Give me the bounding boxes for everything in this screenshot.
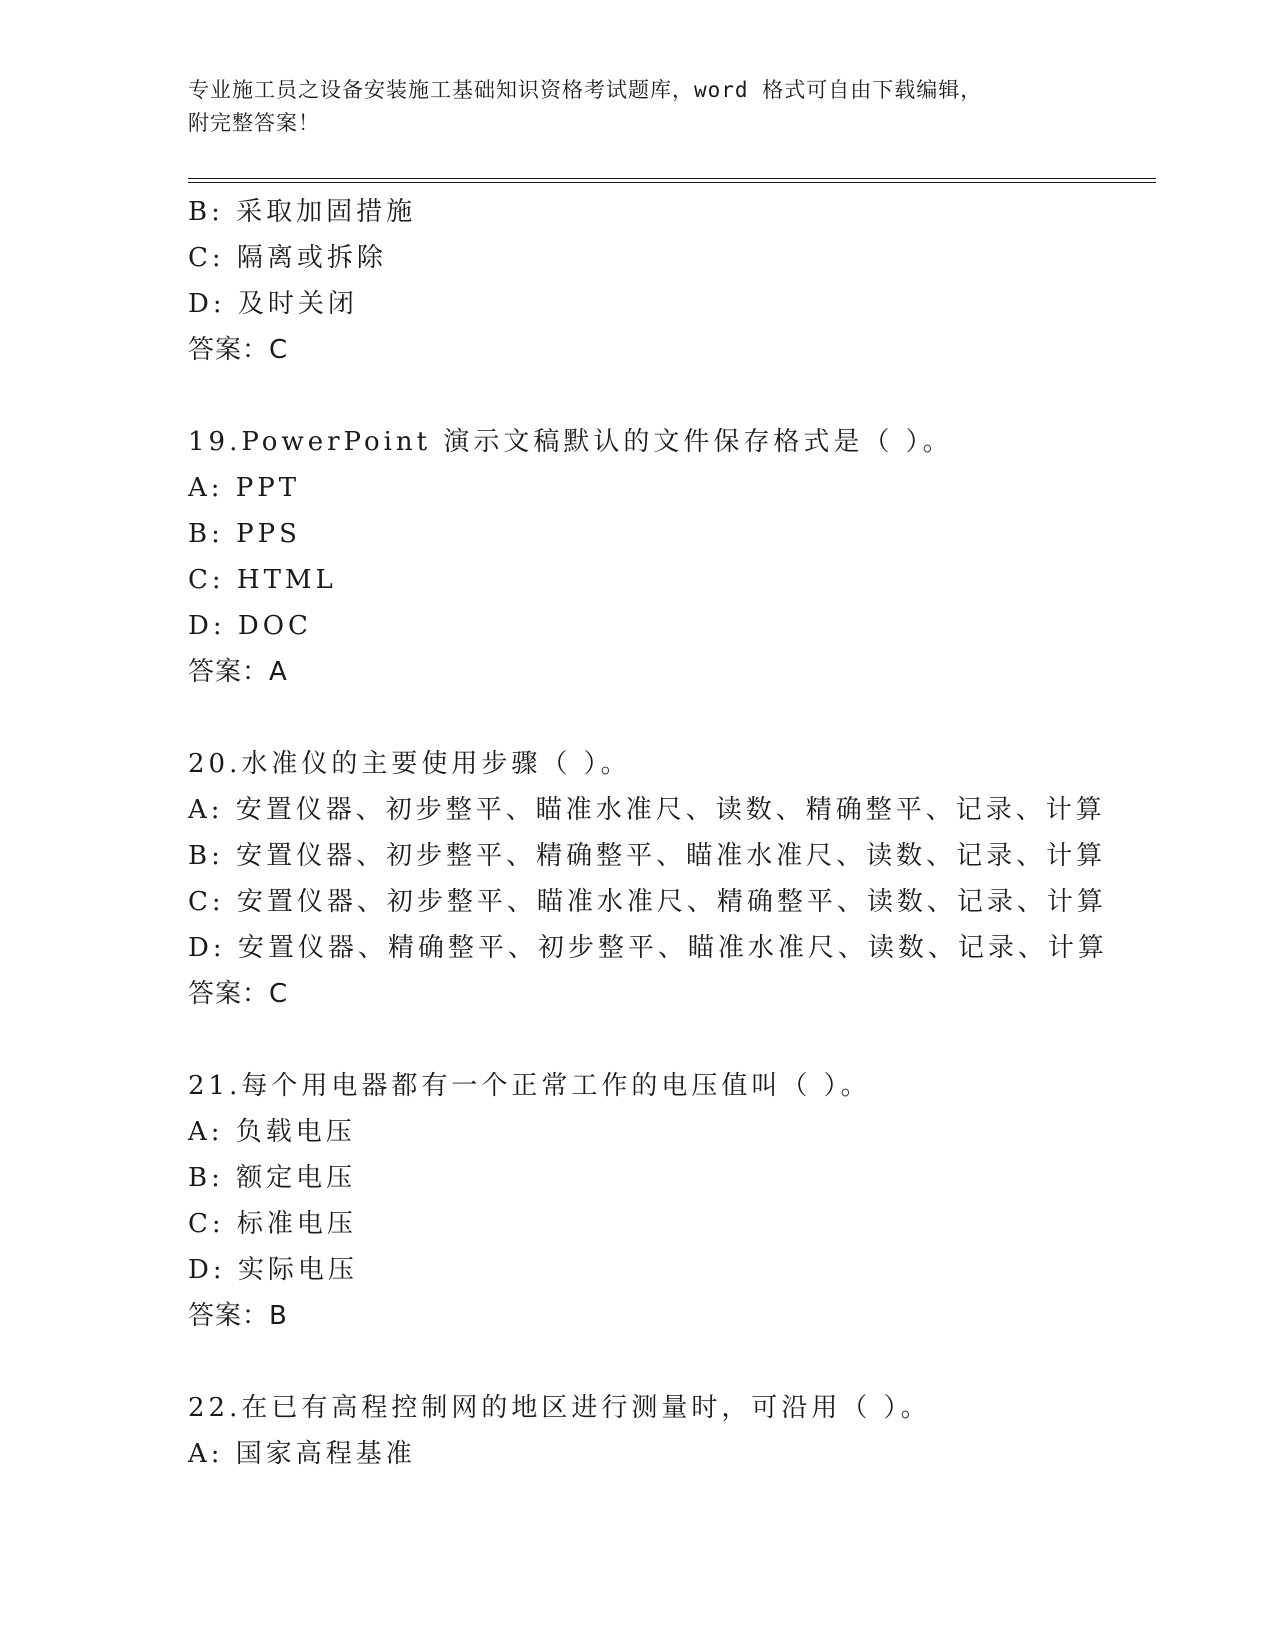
option-c: C: HTML [188,565,337,595]
spacer [188,373,1156,419]
question-title: 21.每个用电器都有一个正常工作的电压值叫（ ）。 [188,1071,871,1101]
header-line-1: 专业施工员之设备安装施工基础知识资格考试题库，word 格式可自由下载编辑， [188,78,983,102]
option-c: C: 安置仪器、初步整平、瞄准水准尺、精确整平、读数、记录、计算 [188,887,1107,917]
question-19 [188,419,1156,695]
question-list [188,189,1156,1477]
question-title: 22.在已有高程控制网的地区进行测量时，可沿用（ ）。 [188,1393,931,1423]
option-b: B: 安置仪器、初步整平、精确整平、瞄准水准尺、读数、记录、计算 [188,841,1107,871]
question-18-tail [188,189,1156,373]
header-divider [188,178,1156,183]
question-title: 20.水准仪的主要使用步骤（ ）。 [188,749,631,779]
answer-line: 答案：C [188,335,289,365]
option-b: B: 采取加固措施 [188,197,417,227]
option-a: A: 负载电压 [188,1117,356,1147]
option-b: B: PPS [188,519,301,549]
question-22 [188,1385,1156,1477]
option-d: D: 及时关闭 [188,289,358,319]
option-d: D: 安置仪器、精确整平、初步整平、瞄准水准尺、读数、记录、计算 [188,933,1108,963]
spacer [188,695,1156,741]
header-line-2: 附完整答案！ [188,111,320,135]
spacer [188,1339,1156,1385]
question-20 [188,741,1156,1017]
question-title: 19.PowerPoint 演示文稿默认的文件保存格式是（ ）。 [188,427,953,457]
option-d: D: 实际电压 [188,1255,358,1285]
document-header [188,74,1088,140]
question-21 [188,1063,1156,1339]
option-a: A: 安置仪器、初步整平、瞄准水准尺、读数、精确整平、记录、计算 [188,795,1106,825]
answer-line: 答案：C [188,979,289,1009]
answer-line: 答案：B [188,1301,288,1331]
option-a: A: 国家高程基准 [188,1439,416,1469]
option-c: C: 标准电压 [188,1209,357,1239]
option-a: A: PPT [188,473,301,503]
option-c: C: 隔离或拆除 [188,243,387,273]
option-b: B: 额定电压 [188,1163,357,1193]
option-d: D: DOC [188,611,312,641]
answer-line: 答案：A [188,657,288,687]
spacer [188,1017,1156,1063]
